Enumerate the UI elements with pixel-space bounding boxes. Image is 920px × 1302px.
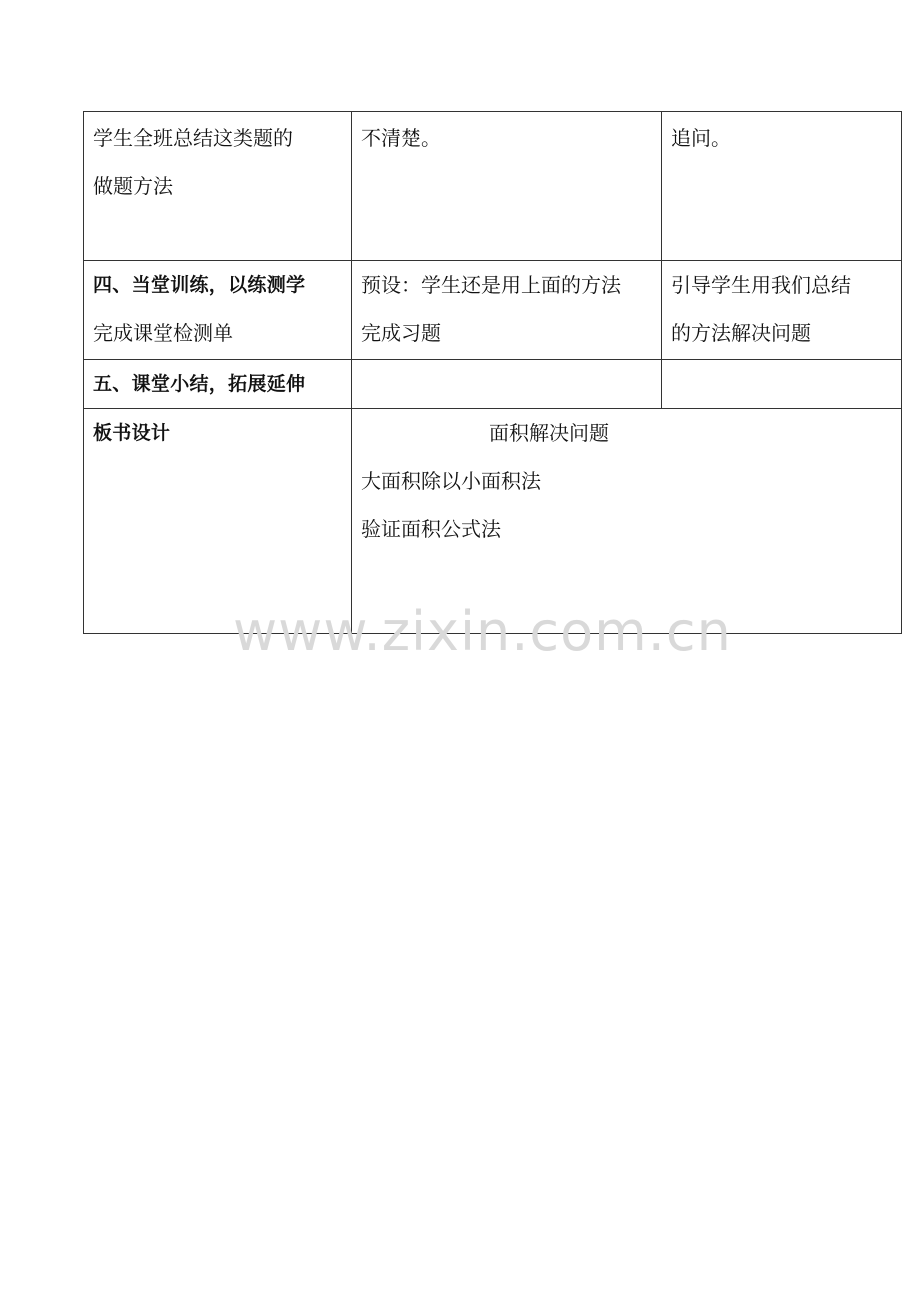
student-activity-text: 不清楚。 xyxy=(361,126,441,150)
table-cell xyxy=(84,261,352,360)
table-row xyxy=(84,261,902,360)
table-cell xyxy=(84,360,352,409)
table-cell xyxy=(662,360,902,409)
watermark-text: www.zixin.com.cn xyxy=(233,600,732,663)
table-cell xyxy=(352,112,662,261)
lesson-plan-table xyxy=(83,111,902,634)
teacher-activity-line2: 的方法解决问题 xyxy=(671,321,811,345)
section-heading-board: 板书设计 xyxy=(93,422,171,444)
table-cell xyxy=(84,112,352,261)
section-heading-practice: 四、当堂训练，以练测学 xyxy=(93,274,306,296)
teacher-activity-line1: 引导学生用我们总结 xyxy=(671,273,851,297)
summary-step-line2: 做题方法 xyxy=(93,174,173,198)
board-method-2: 验证面积公式法 xyxy=(361,517,501,541)
summary-step-line1: 学生全班总结这类题的 xyxy=(93,126,293,150)
board-method-1: 大面积除以小面积法 xyxy=(361,469,541,493)
student-activity-line2: 完成习题 xyxy=(361,321,441,345)
practice-step-text: 完成课堂检测单 xyxy=(93,321,233,345)
teacher-activity-text: 追问。 xyxy=(671,126,731,150)
student-activity-line1: 预设：学生还是用上面的方法 xyxy=(361,273,621,297)
table-row xyxy=(84,112,902,261)
table-row xyxy=(84,360,902,409)
table-cell xyxy=(662,112,902,261)
board-title: 面积解决问题 xyxy=(489,421,609,445)
table-cell xyxy=(352,360,662,409)
table-cell xyxy=(352,261,662,360)
table-cell xyxy=(662,261,902,360)
section-heading-summary: 五、课堂小结，拓展延伸 xyxy=(93,373,306,395)
